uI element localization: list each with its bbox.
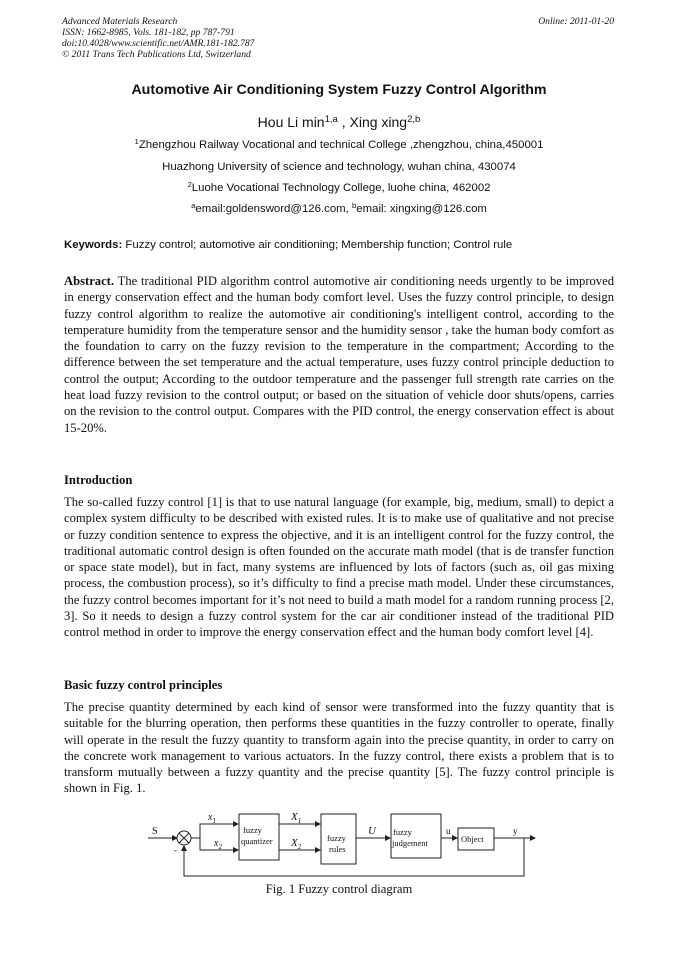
- object-label: Object: [461, 834, 484, 844]
- author-separator: ,: [337, 114, 350, 130]
- quantizer-label-2: quantizer: [241, 836, 273, 846]
- label-minus: -: [174, 845, 177, 855]
- author-line: [40, 114, 638, 130]
- introduction-heading: Introduction: [64, 473, 133, 487]
- judge-label-2: judgement: [392, 838, 428, 848]
- label-X1: $X_1$: [291, 811, 302, 825]
- aff-2-text: Luohe Vocational Technology College, luohe china, 462002: [191, 182, 491, 194]
- email-line: [40, 200, 638, 215]
- fuzzy-control-diagram: [140, 806, 540, 888]
- label-x2: $x_2$: [214, 838, 222, 851]
- copyright-line: © 2011 Trans Tech Publications Ltd, Switzerland: [62, 49, 251, 60]
- journal-header: [62, 16, 422, 60]
- abstract-label: Abstract.: [64, 274, 115, 288]
- online-date: Online: 2011-01-20: [538, 16, 614, 27]
- label-X2: $X_2$: [291, 837, 302, 851]
- judge-label-1: fuzzy: [393, 827, 412, 837]
- label-U: U: [368, 825, 376, 837]
- basic-principles-heading: Basic fuzzy control principles: [64, 678, 223, 692]
- label-y: y: [513, 826, 518, 836]
- author-1-sup: 1,a: [324, 113, 338, 125]
- label-u: u: [446, 826, 451, 836]
- affiliation-2: [40, 179, 638, 194]
- author-2-sup: 2,b: [407, 113, 421, 125]
- keywords: [64, 239, 624, 251]
- email-a-sup: a: [191, 200, 196, 210]
- figure-caption: Fig. 1 Fuzzy control diagram: [265, 882, 413, 896]
- author-1: Hou Li min: [257, 114, 325, 130]
- paper-title: Automotive Air Conditioning System Fuzzy Control Algorithm: [131, 82, 547, 98]
- email-a: email:goldensword@126.com,: [195, 203, 352, 215]
- keywords-text: Fuzzy control; automotive air conditioning; Membership function; Control rule: [122, 239, 513, 251]
- keywords-label: Keywords:: [64, 239, 123, 251]
- journal-name: Advanced Materials Research: [62, 16, 178, 27]
- affiliation-1b: Huazhong University of science and technology, wuhan china, 430074: [162, 161, 516, 173]
- diagram-svg: [140, 806, 540, 888]
- quantizer-label-1: fuzzy: [243, 825, 262, 835]
- aff-1-sup: 1: [134, 136, 139, 146]
- abstract: [64, 273, 614, 436]
- x1-path: [191, 824, 238, 838]
- label-s: S: [152, 826, 158, 837]
- label-x1: $x_1$: [208, 812, 216, 825]
- doi-line: doi:10.4028/www.scientific.net/AMR.181-182.787: [62, 38, 255, 49]
- rules-label-2: rules: [329, 844, 346, 854]
- email-b: email: xingxing@126.com: [356, 203, 487, 215]
- author-2: Xing xing: [349, 114, 408, 130]
- issn-line: ISSN: 1662-8985, Vols. 181-182, pp 787-791: [62, 27, 235, 38]
- abstract-text: The traditional PID algorithm control automotive air conditioning needs urgently to be improved in energy conservation effect and the human body comfort level. Uses the fuzzy control principle, to design fuzzy control algorithm to realize the automotive air conditioning's intelligent control, according to the temperature humidity from the temperature sensor and the humidity sensor , take the human body comfort as the foundation to carry on the fuzzy revision to the temperature in the compartment; According to the difference between the set temperature and the actual temperature, uses fuzzy control principle deduction to control the output; According to the outdoor temperature and the passenger full strength rate carries on the heat load fuzzy revision to the control output; or based on the situation of vehicle door shuts/opens, carries on the revision to the control output. Compares with the PID control, the energy conservation effect is about 15-20%.: [64, 274, 614, 435]
- aff-1-text: Zhengzhou Railway Vocational and technical College ,zhengzhou, china,450001: [138, 139, 544, 151]
- rules-label-1: fuzzy: [327, 833, 346, 843]
- aff-2-sup: 2: [187, 179, 192, 189]
- introduction-text: The so-called fuzzy control [1] is that to use natural language (for example, big, medium, small) to depict a complex system difficulty to be described with existed rules. It is to make use of qualitative and not precise or fuzzy condition sentence to express the objective, and it is an intelligent control for the fuzzy control, the traditional automatic control design is often founded on the accurate math model (that is de transfer function or space state model), but in fact, many systems are influenced by lots of factors (such as, oil gas mixing process, the combustion process), so it’s difficulty to find a precise math model. Under these circumstances, the fuzzy control becomes important for it’s not need to build a math model for a random running process [2, 3]. So it needs to design a fuzzy control system for the car air conditioner instead of the traditional PID control method in order to improve the energy conservation effect and the human body comfort level [4].: [64, 495, 614, 640]
- affiliation-1: [40, 136, 638, 151]
- email-b-sup: b: [351, 200, 357, 210]
- basic-principles-text: The precise quantity determined by each kind of sensor were transformed into the fuzzy quantity that is suitable for the blurring operation, then performs these quantities in the fuzzy controller to operate, finally will operate in the result the fuzzy quantity to transform again into the precise quantity, in order to carry on the concrete work management to various actuators. In the fuzzy control, there exists a problem that is to transform mutually between a fuzzy quantity and the precise quantity [5]. The fuzzy control principle is shown in Fig. 1.: [64, 700, 614, 796]
